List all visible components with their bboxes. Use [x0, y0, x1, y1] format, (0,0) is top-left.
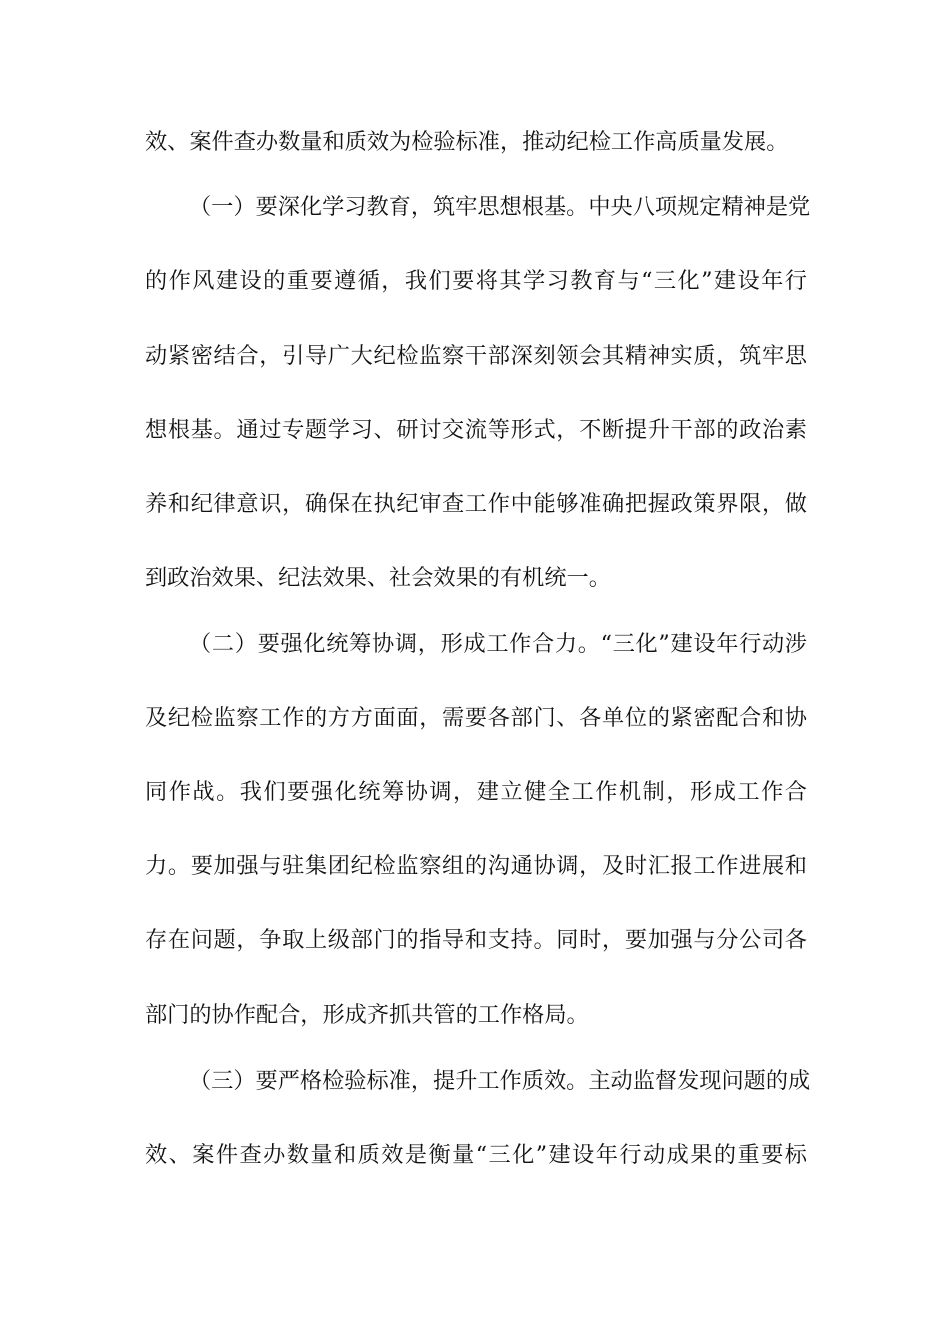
paragraph-2-heading-line: （二）要强化统筹协调，形成工作合力。“三化”建设年行动涉 — [189, 631, 807, 657]
text-line-3: 的作风建设的重要遵循，我们要将其学习教育与“三化”建设年行 — [145, 268, 807, 294]
paragraph-1-heading-line: （一）要深化学习教育，筑牢思想根基。中央八项规定精神是党 — [189, 194, 811, 220]
paragraph-3-heading-line: （三）要严格检验标准，提升工作质效。主动监督发现问题的成 — [189, 1068, 811, 1094]
text-line-12: 存在问题，争取上级部门的指导和支持。同时，要加强与分公司各 — [145, 927, 807, 953]
text-line-7: 到政治效果、纪法效果、社会效果的有机统一。 — [145, 565, 611, 591]
text-line-6: 养和纪律意识，确保在执纪审查工作中能够准确把握政策界限，做 — [145, 491, 807, 517]
text-line-15: 效、案件查办数量和质效是衡量“三化”建设年行动成果的重要标 — [145, 1142, 807, 1168]
text-line-1: 效、案件查办数量和质效为检验标准，推动纪检工作高质量发展。 — [145, 129, 789, 155]
text-line-13: 部门的协作配合，形成齐抓共管的工作格局。 — [145, 1002, 589, 1028]
text-line-5: 想根基。通过专题学习、研讨交流等形式，不断提升干部的政治素 — [145, 417, 807, 443]
text-line-11: 力。要加强与驻集团纪检监察组的沟通协调，及时汇报工作进展和 — [145, 853, 807, 879]
text-line-9: 及纪检监察工作的方方面面，需要各部门、各单位的紧密配合和协 — [145, 705, 807, 731]
text-line-10: 同作战。我们要强化统筹协调，建立健全工作机制，形成工作合 — [145, 779, 807, 805]
text-line-4: 动紧密结合，引导广大纪检监察干部深刻领会其精神实质，筑牢思 — [145, 343, 807, 369]
